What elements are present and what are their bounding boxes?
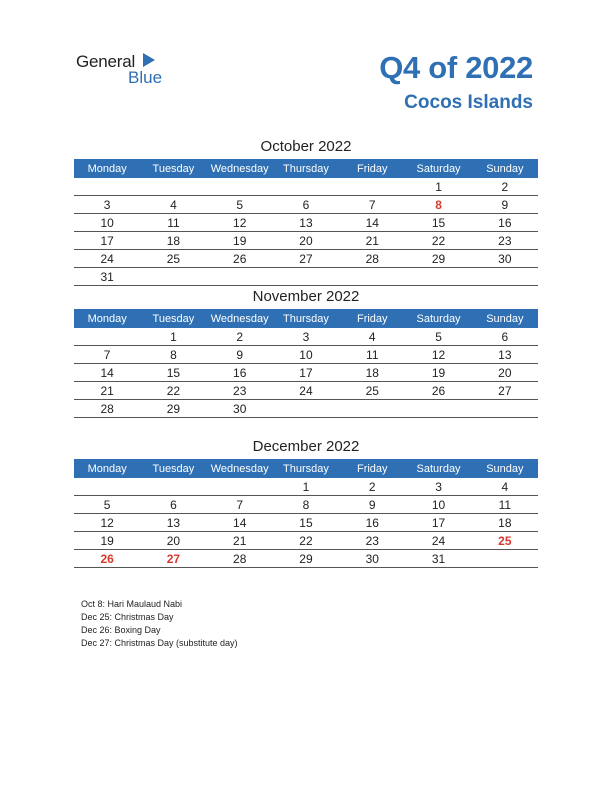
weekday-header: Saturday — [405, 309, 471, 328]
day-cell: 8 — [140, 346, 206, 364]
day-cell: 4 — [140, 196, 206, 214]
holiday-item: Dec 25: Christmas Day — [81, 612, 174, 622]
day-cell — [405, 400, 471, 418]
day-cell: 19 — [207, 232, 273, 250]
day-cell: 26 — [405, 382, 471, 400]
day-cell: 26 — [207, 250, 273, 268]
day-cell: 17 — [405, 514, 471, 532]
day-cell: 10 — [74, 214, 140, 232]
weekday-header: Friday — [339, 459, 405, 478]
weekday-header: Wednesday — [207, 159, 273, 178]
calendar-body — [74, 328, 538, 418]
day-cell: 21 — [74, 382, 140, 400]
day-cell: 11 — [140, 214, 206, 232]
weekday-header-row — [74, 459, 538, 478]
day-cell: 6 — [472, 328, 538, 346]
day-cell: 4 — [472, 478, 538, 496]
weekday-header-row — [74, 159, 538, 178]
day-cell: 9 — [207, 346, 273, 364]
day-cell: 24 — [273, 382, 339, 400]
day-cell: 16 — [339, 514, 405, 532]
day-cell: 24 — [74, 250, 140, 268]
day-cell: 11 — [339, 346, 405, 364]
day-cell: 15 — [140, 364, 206, 382]
day-cell — [339, 400, 405, 418]
day-cell: 28 — [74, 400, 140, 418]
week-row — [74, 268, 538, 286]
day-cell: 18 — [339, 364, 405, 382]
weekday-header: Tuesday — [140, 309, 206, 328]
day-cell: 30 — [339, 550, 405, 568]
weekday-header: Sunday — [472, 159, 538, 178]
day-cell: 20 — [273, 232, 339, 250]
day-cell: 12 — [405, 346, 471, 364]
day-cell: 2 — [472, 178, 538, 196]
day-cell: 14 — [207, 514, 273, 532]
day-cell: 25 — [339, 382, 405, 400]
day-cell — [472, 550, 538, 568]
day-cell: 7 — [339, 196, 405, 214]
week-row — [74, 496, 538, 514]
holiday-item: Oct 8: Hari Maulaud Nabi — [81, 599, 183, 609]
day-cell — [207, 478, 273, 496]
day-cell — [140, 268, 206, 286]
day-cell: 1 — [405, 178, 471, 196]
day-cell: 10 — [405, 496, 471, 514]
day-cell: 8 — [273, 496, 339, 514]
day-cell: 2 — [339, 478, 405, 496]
day-cell: 27 — [273, 250, 339, 268]
day-cell: 20 — [140, 532, 206, 550]
holiday-item: Dec 26: Boxing Day — [81, 625, 161, 635]
day-cell: 23 — [472, 232, 538, 250]
calendar-table — [74, 309, 538, 418]
day-cell: 17 — [74, 232, 140, 250]
weekday-header: Wednesday — [207, 309, 273, 328]
day-cell — [339, 178, 405, 196]
weekday-header: Wednesday — [207, 459, 273, 478]
week-row — [74, 178, 538, 196]
week-row — [74, 250, 538, 268]
day-cell: 31 — [405, 550, 471, 568]
day-cell — [472, 268, 538, 286]
weekday-header: Friday — [339, 159, 405, 178]
day-cell — [140, 178, 206, 196]
weekday-header: Tuesday — [140, 159, 206, 178]
day-cell — [74, 178, 140, 196]
day-cell: 5 — [207, 196, 273, 214]
week-row — [74, 346, 538, 364]
day-cell: 27 — [472, 382, 538, 400]
week-row — [74, 514, 538, 532]
day-cell: 16 — [472, 214, 538, 232]
day-cell: 22 — [273, 532, 339, 550]
weekday-header: Thursday — [273, 309, 339, 328]
day-cell: 19 — [405, 364, 471, 382]
day-cell: 1 — [273, 478, 339, 496]
logo-flag-icon — [143, 53, 155, 67]
day-cell: 14 — [74, 364, 140, 382]
day-cell: 30 — [472, 250, 538, 268]
holiday-day-cell: 27 — [140, 550, 206, 568]
week-row — [74, 532, 538, 550]
weekday-header: Saturday — [405, 159, 471, 178]
day-cell: 7 — [74, 346, 140, 364]
logo-text-general: General — [76, 52, 136, 71]
day-cell: 13 — [140, 514, 206, 532]
month-november — [74, 286, 538, 418]
weekday-header: Monday — [74, 459, 140, 478]
day-cell: 18 — [140, 232, 206, 250]
holiday-day-cell: 8 — [405, 196, 471, 214]
week-row — [74, 550, 538, 568]
day-cell — [74, 328, 140, 346]
week-row — [74, 478, 538, 496]
day-cell — [472, 400, 538, 418]
day-cell: 21 — [207, 532, 273, 550]
day-cell — [74, 478, 140, 496]
day-cell: 12 — [207, 214, 273, 232]
country-name: Cocos Islands — [404, 92, 533, 113]
day-cell: 23 — [339, 532, 405, 550]
day-cell: 22 — [405, 232, 471, 250]
month-december — [74, 436, 538, 568]
month-title: November 2022 — [252, 288, 360, 305]
day-cell: 7 — [207, 496, 273, 514]
day-cell: 29 — [273, 550, 339, 568]
weekday-header: Thursday — [273, 159, 339, 178]
day-cell: 16 — [207, 364, 273, 382]
weekday-header: Monday — [74, 159, 140, 178]
month-title: October 2022 — [260, 138, 352, 155]
day-cell — [273, 400, 339, 418]
day-cell — [339, 268, 405, 286]
weekday-header-row — [74, 309, 538, 328]
day-cell: 3 — [74, 196, 140, 214]
day-cell: 19 — [74, 532, 140, 550]
week-row — [74, 214, 538, 232]
day-cell: 23 — [207, 382, 273, 400]
day-cell: 5 — [74, 496, 140, 514]
holiday-day-cell: 25 — [472, 532, 538, 550]
weekday-header: Friday — [339, 309, 405, 328]
holiday-list — [81, 598, 238, 650]
week-row — [74, 232, 538, 250]
weekday-header: Saturday — [405, 459, 471, 478]
day-cell: 15 — [273, 514, 339, 532]
month-october — [74, 136, 538, 286]
day-cell: 11 — [472, 496, 538, 514]
day-cell: 6 — [273, 196, 339, 214]
calendar-table — [74, 159, 538, 286]
week-row — [74, 328, 538, 346]
day-cell: 15 — [405, 214, 471, 232]
logo-text-blue: Blue — [128, 68, 163, 87]
day-cell — [207, 268, 273, 286]
weekday-header: Sunday — [472, 459, 538, 478]
day-cell — [273, 178, 339, 196]
day-cell: 6 — [140, 496, 206, 514]
day-cell: 18 — [472, 514, 538, 532]
day-cell: 21 — [339, 232, 405, 250]
day-cell — [273, 268, 339, 286]
day-cell: 28 — [339, 250, 405, 268]
day-cell: 3 — [273, 328, 339, 346]
week-row — [74, 364, 538, 382]
weekday-header: Monday — [74, 309, 140, 328]
day-cell: 9 — [472, 196, 538, 214]
weekday-header: Sunday — [472, 309, 538, 328]
day-cell: 20 — [472, 364, 538, 382]
day-cell: 4 — [339, 328, 405, 346]
day-cell — [207, 178, 273, 196]
day-cell: 1 — [140, 328, 206, 346]
holiday-item: Dec 27: Christmas Day (substitute day) — [81, 638, 238, 648]
holiday-day-cell: 26 — [74, 550, 140, 568]
day-cell: 3 — [405, 478, 471, 496]
day-cell: 29 — [140, 400, 206, 418]
day-cell: 24 — [405, 532, 471, 550]
day-cell: 13 — [472, 346, 538, 364]
day-cell: 28 — [207, 550, 273, 568]
week-row — [74, 382, 538, 400]
month-title: December 2022 — [252, 438, 360, 455]
day-cell — [405, 268, 471, 286]
day-cell: 31 — [74, 268, 140, 286]
calendar-body — [74, 478, 538, 568]
weekday-header: Thursday — [273, 459, 339, 478]
day-cell: 13 — [273, 214, 339, 232]
day-cell: 12 — [74, 514, 140, 532]
day-cell: 14 — [339, 214, 405, 232]
week-row — [74, 196, 538, 214]
day-cell: 10 — [273, 346, 339, 364]
weekday-header: Tuesday — [140, 459, 206, 478]
week-row — [74, 400, 538, 418]
day-cell: 5 — [405, 328, 471, 346]
day-cell: 25 — [140, 250, 206, 268]
day-cell: 2 — [207, 328, 273, 346]
calendar-table — [74, 459, 538, 568]
page-title: Q4 of 2022 — [379, 50, 533, 85]
day-cell — [140, 478, 206, 496]
day-cell: 9 — [339, 496, 405, 514]
day-cell: 17 — [273, 364, 339, 382]
day-cell: 29 — [405, 250, 471, 268]
calendar-body — [74, 178, 538, 286]
day-cell: 30 — [207, 400, 273, 418]
day-cell: 22 — [140, 382, 206, 400]
